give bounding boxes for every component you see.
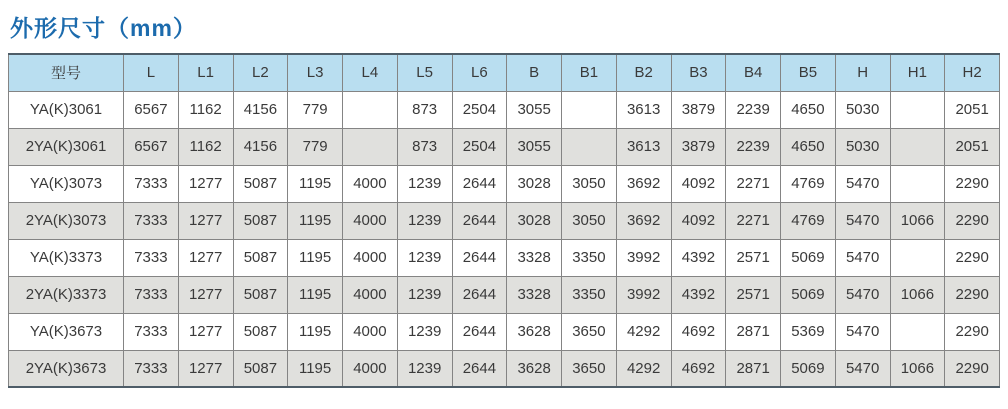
table-cell: 2571 [726,239,781,276]
table-cell: 2290 [945,202,1000,239]
page-title: 外形尺寸（mm） [10,15,197,41]
table-cell [562,91,617,128]
column-header: B1 [562,54,617,91]
table-cell: 1066 [890,350,945,387]
table-cell: 2271 [726,202,781,239]
table-cell: 1195 [288,313,343,350]
table-cell: 1239 [397,239,452,276]
table-cell: 1195 [288,202,343,239]
table-cell [562,128,617,165]
table-cell: 4392 [671,239,726,276]
column-header: 型号 [9,54,124,91]
table-cell: 6567 [124,91,179,128]
model-cell: YA(K)3673 [9,313,124,350]
table-cell: 3328 [507,276,562,313]
table-cell: 5470 [835,313,890,350]
table-cell: 4156 [233,128,288,165]
table-cell: 5369 [781,313,836,350]
table-cell: 4000 [343,202,398,239]
column-header: L [124,54,179,91]
column-header: L6 [452,54,507,91]
table-cell: 3350 [562,276,617,313]
table-row [9,165,1000,202]
table-cell: 1239 [397,313,452,350]
table-cell: 1277 [178,165,233,202]
table-cell [890,165,945,202]
table-cell: 3650 [562,350,617,387]
table-cell: 2644 [452,202,507,239]
table-cell: 5087 [233,276,288,313]
table-cell: 3628 [507,350,562,387]
table-cell: 3350 [562,239,617,276]
table-cell [890,313,945,350]
table-cell [343,128,398,165]
table-cell: 4650 [781,91,836,128]
table-cell: 5087 [233,313,288,350]
table-row [9,276,1000,313]
table-cell: 5030 [835,128,890,165]
table-cell: 5470 [835,202,890,239]
table-cell: 779 [288,91,343,128]
column-header: B3 [671,54,726,91]
table-cell: 7333 [124,350,179,387]
table-cell: 873 [397,128,452,165]
model-cell: YA(K)3073 [9,165,124,202]
table-cell: 3055 [507,128,562,165]
table-cell: 2290 [945,313,1000,350]
table-cell: 5087 [233,239,288,276]
table-cell: 3613 [616,91,671,128]
table-cell: 4692 [671,313,726,350]
table-cell: 3028 [507,165,562,202]
model-cell: 2YA(K)3073 [9,202,124,239]
table-cell: 5069 [781,350,836,387]
table-cell: 2051 [945,91,1000,128]
table-cell: 3992 [616,239,671,276]
table-cell: 1162 [178,128,233,165]
table-cell: 1195 [288,276,343,313]
table-cell: 2644 [452,239,507,276]
table-cell: 4000 [343,313,398,350]
table-cell: 2290 [945,239,1000,276]
column-header: L2 [233,54,288,91]
table-cell: 1277 [178,313,233,350]
table-cell: 4000 [343,165,398,202]
table-cell: 3050 [562,165,617,202]
table-cell: 2290 [945,350,1000,387]
table-cell: 5087 [233,350,288,387]
column-header: L4 [343,54,398,91]
column-header: H1 [890,54,945,91]
table-cell: 5087 [233,202,288,239]
table-cell: 6567 [124,128,179,165]
table-cell: 7333 [124,313,179,350]
table-row [9,128,1000,165]
table-cell: 5069 [781,239,836,276]
table-cell: 2051 [945,128,1000,165]
table-cell: 1195 [288,165,343,202]
table-cell: 3628 [507,313,562,350]
table-cell: 4092 [671,165,726,202]
table-cell: 5470 [835,350,890,387]
column-header: B [507,54,562,91]
table-cell: 3055 [507,91,562,128]
model-cell: YA(K)3061 [9,91,124,128]
table-cell: 4392 [671,276,726,313]
column-header: B5 [781,54,836,91]
table-cell: 5069 [781,276,836,313]
table-cell: 5030 [835,91,890,128]
table-cell: 3692 [616,202,671,239]
table-cell: 4292 [616,313,671,350]
model-cell: 2YA(K)3673 [9,350,124,387]
table-cell: 4769 [781,165,836,202]
table-cell: 3028 [507,202,562,239]
table-cell: 4092 [671,202,726,239]
table-cell: 4292 [616,350,671,387]
table-cell: 7333 [124,239,179,276]
model-cell: YA(K)3373 [9,239,124,276]
table-cell: 3992 [616,276,671,313]
header-row [9,54,1000,91]
table-cell: 3879 [671,91,726,128]
table-cell: 873 [397,91,452,128]
table-cell: 3050 [562,202,617,239]
table-cell: 2271 [726,165,781,202]
table-cell: 1277 [178,350,233,387]
table-cell: 1277 [178,239,233,276]
column-header: B4 [726,54,781,91]
table-cell: 1239 [397,276,452,313]
table-cell: 2290 [945,165,1000,202]
column-header: L3 [288,54,343,91]
table-cell: 5087 [233,165,288,202]
table-cell [890,128,945,165]
table-body [9,91,1000,387]
column-header: L1 [178,54,233,91]
table-cell: 2571 [726,276,781,313]
table-cell: 1277 [178,202,233,239]
table-cell: 2239 [726,128,781,165]
table-cell: 4000 [343,350,398,387]
table-cell: 7333 [124,276,179,313]
table-cell: 1066 [890,276,945,313]
model-cell: 2YA(K)3061 [9,128,124,165]
table-cell: 7333 [124,165,179,202]
table-cell: 2290 [945,276,1000,313]
table-cell: 2644 [452,276,507,313]
table-cell: 2871 [726,313,781,350]
table-cell: 1239 [397,202,452,239]
column-header: H2 [945,54,1000,91]
column-header: H [835,54,890,91]
table-cell: 7333 [124,202,179,239]
table-cell: 3650 [562,313,617,350]
table-cell: 1066 [890,202,945,239]
table-cell: 5470 [835,239,890,276]
table-cell: 2239 [726,91,781,128]
table-cell: 1277 [178,276,233,313]
table-row [9,313,1000,350]
table-cell: 4156 [233,91,288,128]
table-cell: 3613 [616,128,671,165]
dimensions-table [8,53,1000,388]
table-cell: 3879 [671,128,726,165]
table-cell [890,239,945,276]
table-cell: 2644 [452,313,507,350]
model-cell: 2YA(K)3373 [9,276,124,313]
table-cell: 1239 [397,350,452,387]
table-cell: 4000 [343,276,398,313]
table-cell: 5470 [835,165,890,202]
table-cell: 4769 [781,202,836,239]
table-row [9,350,1000,387]
table-cell: 779 [288,128,343,165]
table-cell: 1162 [178,91,233,128]
column-header: L5 [397,54,452,91]
table-cell: 2644 [452,165,507,202]
table-row [9,91,1000,128]
table-cell: 4692 [671,350,726,387]
column-header: B2 [616,54,671,91]
table-header [9,54,1000,91]
table-cell: 4650 [781,128,836,165]
table-cell [343,91,398,128]
table-cell [890,91,945,128]
table-cell: 2504 [452,128,507,165]
table-cell: 3328 [507,239,562,276]
table-cell: 3692 [616,165,671,202]
table-cell: 1239 [397,165,452,202]
table-row [9,239,1000,276]
table-cell: 2644 [452,350,507,387]
table-cell: 4000 [343,239,398,276]
table-cell: 5470 [835,276,890,313]
table-cell: 2504 [452,91,507,128]
table-cell: 1195 [288,239,343,276]
table-cell: 1195 [288,350,343,387]
table-cell: 2871 [726,350,781,387]
table-row [9,202,1000,239]
